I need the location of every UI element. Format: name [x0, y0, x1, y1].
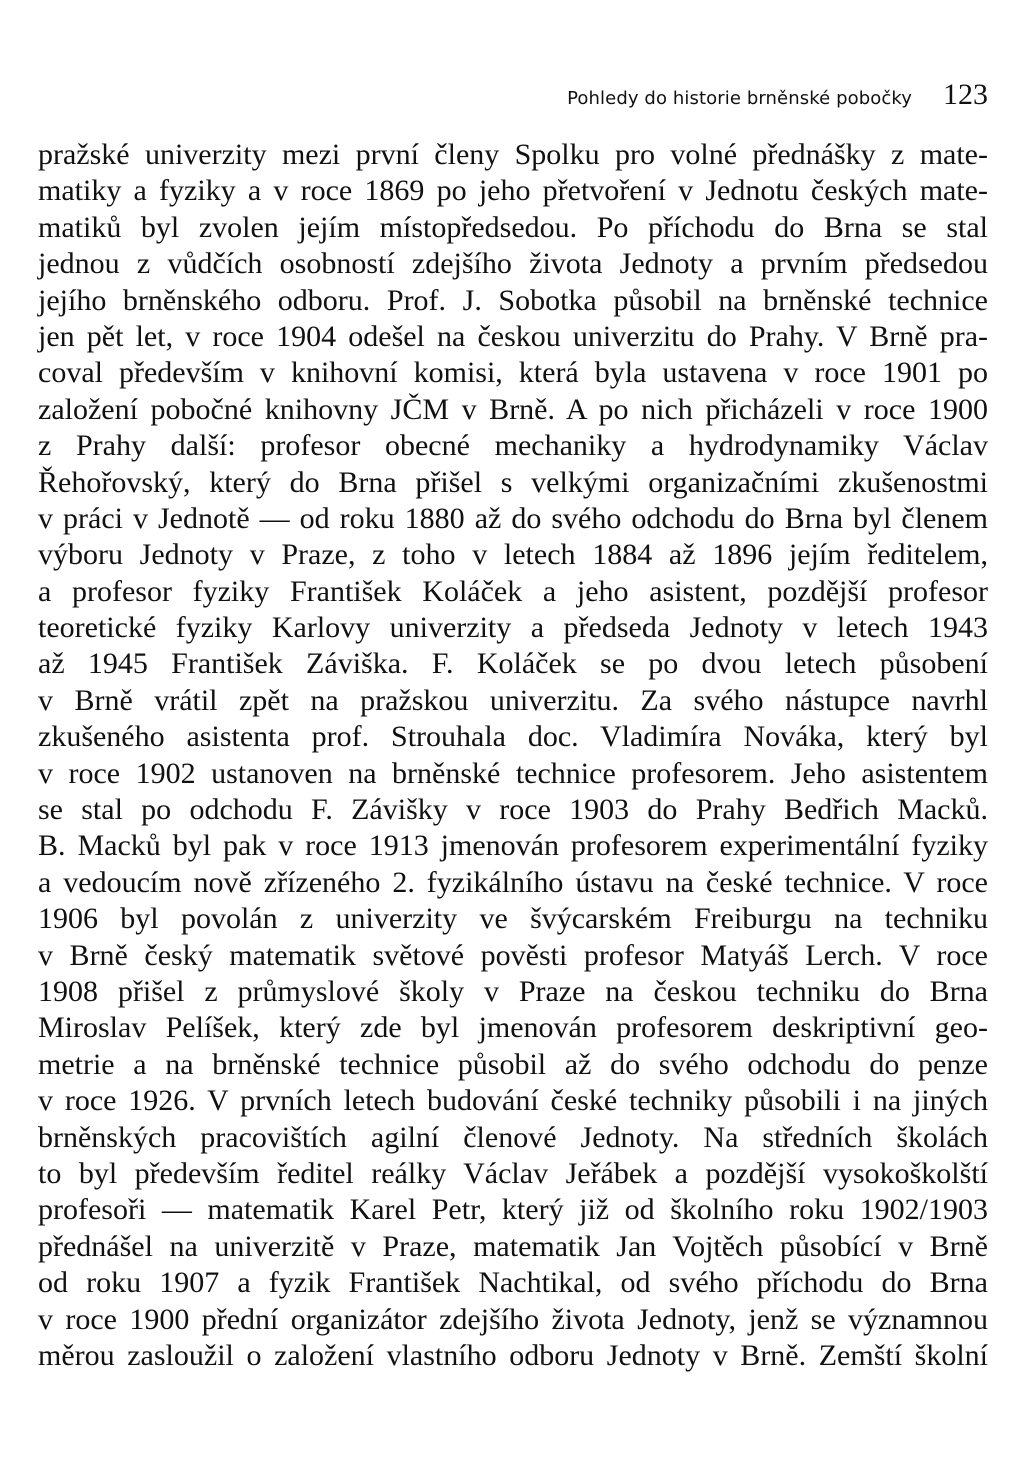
text-line: přednášel na univerzitě v Praze, matematik Jan Vojtěch působící v Brně	[38, 1229, 988, 1263]
text-line: 1908 přišel z průmyslové školy v Praze na českou techniku do Brna	[38, 974, 988, 1008]
text-line: to byl především ředitel reálky Václav Jeřábek a pozdější vysokoškolští	[38, 1156, 988, 1190]
text-line: matiků byl zvolen jejím místopředsedou. Po příchodu do Brna se stal	[38, 210, 988, 244]
text-line: zkušeného asistenta prof. Strouhala doc. Vladimíra Nováka, který byl	[38, 720, 988, 754]
text-line: výboru Jednoty v Praze, z toho v letech 1884 až 1896 jejím ředitelem,	[38, 538, 988, 572]
text-line: Miroslav Pelíšek, který zde byl jmenován profesorem deskriptivní geo-	[38, 1011, 988, 1045]
text-line: založení pobočné knihovny JČM v Brně. A po nich přicházeli v roce 1900	[38, 392, 988, 426]
text-line: jednou z vůdčích osobností zdejšího života Jednoty a prvním předsedou	[38, 247, 988, 281]
text-line: až 1945 František Záviška. F. Koláček se po dvou letech působení	[38, 647, 988, 681]
text-line: v Brně vrátil zpět na pražskou univerzitu. Za svého nástupce navrhl	[38, 683, 988, 717]
text-line: a profesor fyziky František Koláček a jeho asistent, pozdější profesor	[38, 574, 988, 608]
text-line: pražské univerzity mezi první členy Spolku pro volné přednášky z mate-	[38, 138, 988, 171]
text-line: matiky a fyziky a v roce 1869 po jeho přetvoření v Jednotu českých mate-	[38, 174, 988, 208]
text-line: v práci v Jednotě — od roku 1880 až do svého odchodu do Brna byl členem	[38, 501, 988, 535]
text-line: brněnských pracovištích agilní členové Jednoty. Na středních školách	[38, 1120, 988, 1154]
text-line: v roce 1902 ustanoven na brněnské technice profesorem. Jeho asistentem	[38, 756, 988, 790]
text-line: a vedoucím nově zřízeného 2. fyzikálního ústavu na české technice. V roce	[38, 865, 988, 899]
text-line: jen pět let, v roce 1904 odešel na českou univerzitu do Prahy. V Brně pra-	[38, 319, 988, 353]
running-header	[38, 78, 988, 118]
text-line: v Brně český matematik světové pověsti profesor Matyáš Lerch. V roce	[38, 938, 988, 972]
text-line: coval především v knihovní komisi, která byla ustavena v roce 1901 po	[38, 356, 988, 390]
text-line: v roce 1926. V prvních letech budování české techniky působili i na jiných	[38, 1084, 988, 1118]
text-line: Řehořovský, který do Brna přišel s velkými organizačními zkušenostmi	[38, 465, 988, 499]
text-line: metrie a na brněnské technice působil až do svého odchodu do penze	[38, 1047, 988, 1081]
running-header-title: Pohledy do historie brněnské pobočky	[567, 88, 912, 109]
text-line: z Prahy další: profesor obecné mechaniky a hydrodynamiky Václav	[38, 429, 988, 463]
text-line: od roku 1907 a fyzik František Nachtikal, od svého příchodu do Brna	[38, 1266, 988, 1300]
body-text	[38, 137, 988, 1374]
page-number: 123	[943, 78, 988, 111]
text-line: profesoři — matematik Karel Petr, který již od školního roku 1902/1903	[38, 1193, 988, 1227]
text-line: 1906 byl povolán z univerzity ve švýcarském Freiburgu na techniku	[38, 902, 988, 936]
text-line: měrou zasloužil o založení vlastního odboru Jednoty v Brně. Zemští školní	[38, 1338, 988, 1372]
text-line: v roce 1900 přední organizátor zdejšího života Jednoty, jenž se významnou	[38, 1302, 988, 1336]
text-line: B. Macků byl pak v roce 1913 jmenován profesorem experimentální fyziky	[38, 829, 988, 863]
text-line: jejího brněnského odboru. Prof. J. Sobotka působil na brněnské technice	[38, 283, 988, 317]
text-line: teoretické fyziky Karlovy univerzity a předseda Jednoty v letech 1943	[38, 611, 988, 645]
text-line: se stal po odchodu F. Závišky v roce 1903 do Prahy Bedřich Macků.	[38, 793, 988, 827]
